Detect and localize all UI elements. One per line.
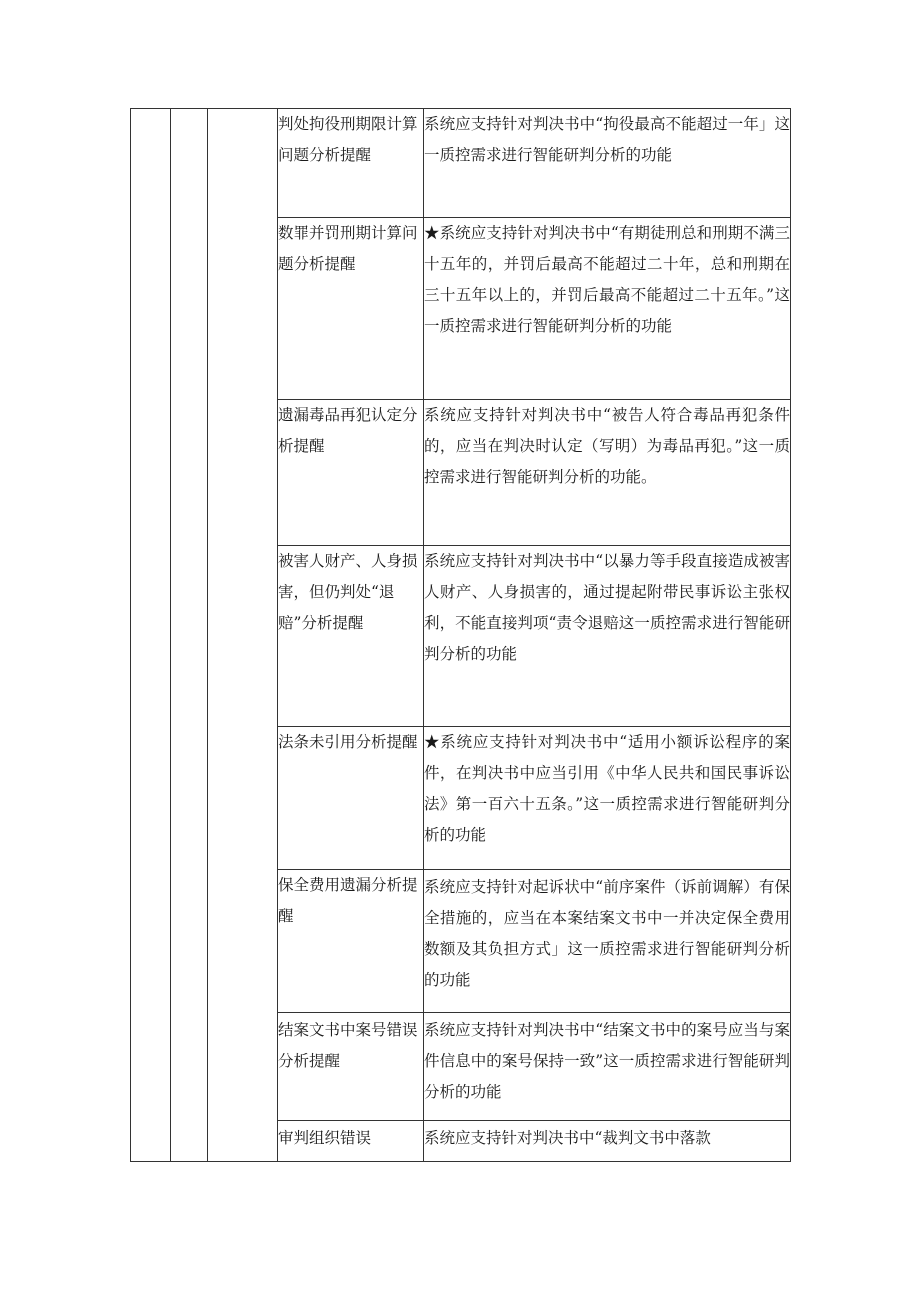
- feature-cell: 数罪并罚刑期计算问题分析提醒: [278, 218, 424, 400]
- feature-cell: 保全费用遗漏分析提醒: [278, 870, 424, 1013]
- feature-cell: 结案文书中案号错误分析提醒: [278, 1013, 424, 1121]
- description-cell: 系统应支持针对判决书中“结案文书中的案号应当与案件信息中的案号保持一致”这一质控需求进行智能研判分析的功能: [424, 1013, 791, 1121]
- feature-cell: 审判组织错误: [278, 1121, 424, 1162]
- blank-cell: [131, 109, 171, 1162]
- feature-cell: 被害人财产、人身损害，但仍判处“退赔”分析提醒: [278, 546, 424, 727]
- description-cell: 系统应支持针对判决书中“以暴力等手段直接造成被害人财产、人身损害的，通过提起附带民事诉讼主张权利，不能直接判项“责令退赔这一质控需求进行智能研判分析的功能: [424, 546, 791, 727]
- description-cell: ★系统应支持针对判决书中“有期徒刑总和刑期不满三十五年的，并罚后最高不能超过二十年，总和刑期在三十五年以上的，并罚后最高不能超过二十五年。”这一质控需求进行智能研判分析的功能: [424, 218, 791, 400]
- feature-cell: 判处拘役刑期限计算问题分析提醒: [278, 109, 424, 218]
- feature-cell: 法条未引用分析提醒: [278, 727, 424, 870]
- feature-cell: 遗漏毒品再犯认定分析提醒: [278, 400, 424, 546]
- blank-cell: [171, 109, 208, 1162]
- blank-cell: [208, 109, 278, 1162]
- description-cell: 系统应支持针对判决书中“裁判文书中落款: [424, 1121, 791, 1162]
- description-cell: 系统应支持针对判决书中“拘役最高不能超过一年」这一质控需求进行智能研判分析的功能: [424, 109, 791, 218]
- description-cell: ★系统应支持针对判决书中“适用小额诉讼程序的案件，在判决书中应当引用《中华人民共和国民事诉讼法》第一百六十五条。”这一质控需求进行智能研判分析的功能: [424, 727, 791, 870]
- description-cell: 系统应支持针对起诉状中“前序案件（诉前调解）有保全措施的，应当在本案结案文书中一并决定保全费用数额及其负担方式」这一质控需求进行智能研判分析的功能: [424, 870, 791, 1013]
- description-cell: 系统应支持针对判决书中“被告人符合毒品再犯条件的，应当在判决时认定（写明）为毒品再犯。”这一质控需求进行智能研判分析的功能。: [424, 400, 791, 546]
- table-row: [131, 109, 791, 218]
- requirements-table: [130, 108, 791, 1162]
